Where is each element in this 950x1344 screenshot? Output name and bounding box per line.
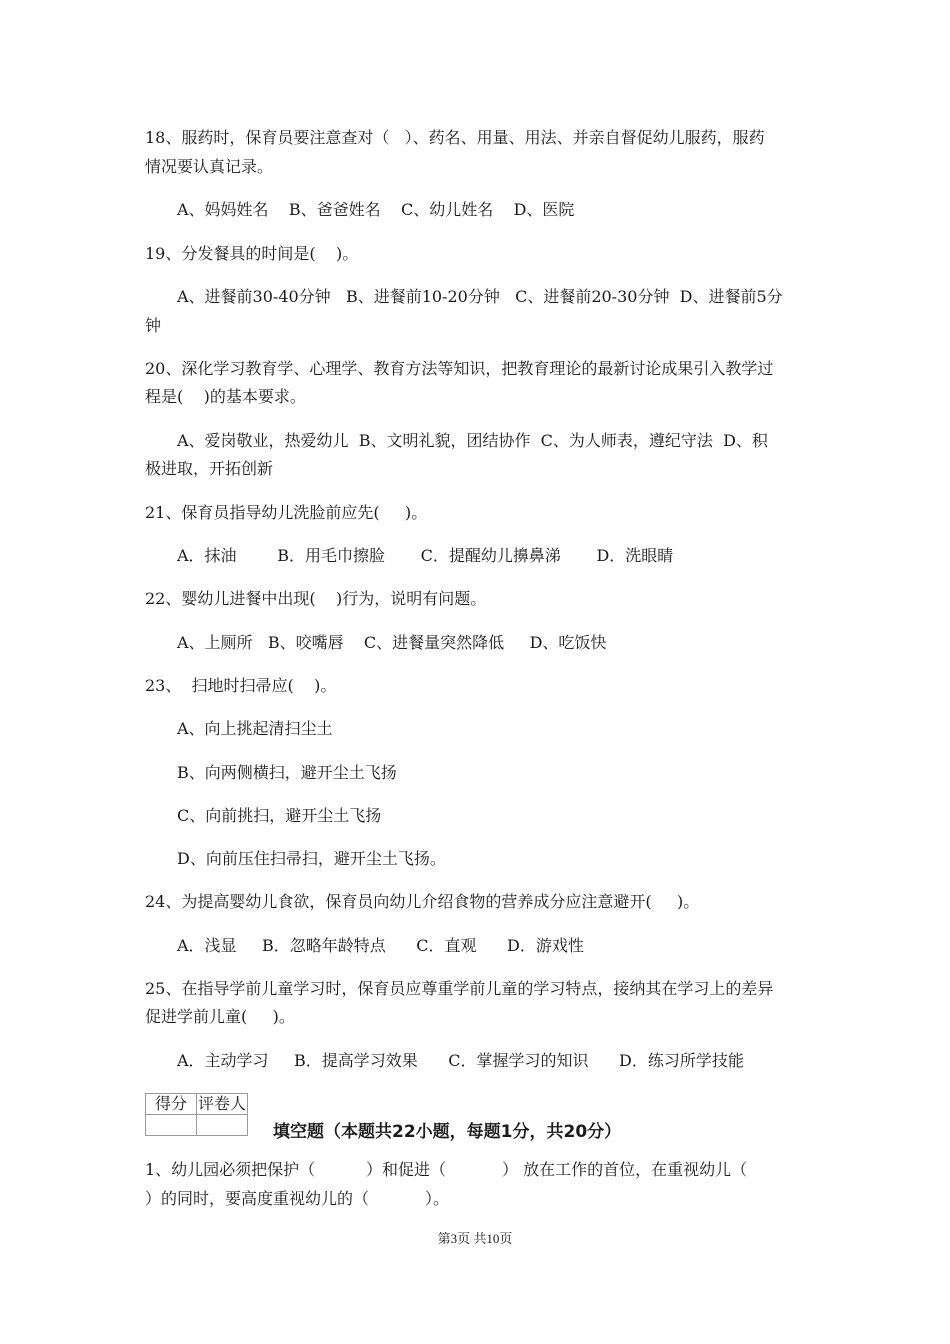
question-25-text-cont: 促进学前儿童( )。 xyxy=(145,1007,295,1026)
section-title: 填空题（本题共22小题，每题1分，共20分） xyxy=(273,1122,622,1142)
question-19-text: 19、分发餐具的时间是( )。 xyxy=(145,244,359,263)
grader-cell xyxy=(197,1115,248,1136)
question-23-option-d: D、向前压住扫帚扫，避开尘土飞扬。 xyxy=(177,849,446,868)
question-21-options: A．抹油 B．用毛巾擦脸 C．提醒幼儿擤鼻涕 D．洗眼睛 xyxy=(177,546,674,565)
question-20-text: 20、深化学习教育学、心理学、教育方法等知识，把教育理论的最新讨论成果引入教学过 xyxy=(145,359,774,378)
score-cell xyxy=(146,1115,197,1136)
question-18-text: 18、服药时，保育员要注意查对（ ）、药名、用量、用法、并亲自督促幼儿服药，服药 xyxy=(145,128,765,147)
score-table xyxy=(145,1093,248,1136)
question-18-text-cont: 情况要认真记录。 xyxy=(145,157,274,176)
fill-question-1-text: 1、幼儿园必须把保护（ ）和促进（ ） 放在工作的首位，在重视幼儿（ xyxy=(145,1160,748,1179)
question-23-option-a: A、向上挑起清扫尘土 xyxy=(177,719,333,738)
question-24-text: 24、为提高婴幼儿食欲，保育员向幼儿介绍食物的营养成分应注意避开( )。 xyxy=(145,892,700,911)
question-25-text: 25、在指导学前儿童学习时，保育员应尊重学前儿童的学习特点，接纳其在学习上的差异 xyxy=(145,979,774,998)
grader-header: 评卷人 xyxy=(197,1094,246,1113)
page-footer: 第3页 共10页 xyxy=(437,1231,513,1246)
question-23-text: 23、 扫地时扫帚应( )。 xyxy=(145,676,337,695)
question-25-options: A．主动学习 B．提高学习效果 C．掌握学习的知识 D．练习所学技能 xyxy=(177,1051,744,1070)
question-24-options: A．浅显 B．忽略年龄特点 C．直观 D．游戏性 xyxy=(177,936,584,955)
question-21-text: 21、保育员指导幼儿洗脸前应先( )。 xyxy=(145,503,428,522)
question-19-options-cont: 钟 xyxy=(145,316,162,335)
question-20-text-cont: 程是( )的基本要求。 xyxy=(145,387,306,406)
question-18-options: A、妈妈姓名 B、爸爸姓名 C、幼儿姓名 D、医院 xyxy=(177,200,575,219)
question-20-options-cont: 极进取，开拓创新 xyxy=(145,459,274,478)
question-22-options: A、上厕所 B、咬嘴唇 C、进餐量突然降低 D、吃饭快 xyxy=(177,633,607,652)
question-23-option-c: C、向前挑扫，避开尘土飞扬 xyxy=(177,806,382,825)
fill-question-1-text-cont: ）的同时，要高度重视幼儿的（ ）。 xyxy=(145,1189,449,1208)
question-23-option-b: B、向两侧横扫，避开尘土飞扬 xyxy=(177,763,397,782)
score-header: 得分 xyxy=(146,1094,197,1115)
question-20-options: A、爱岗敬业，热爱幼儿 B、文明礼貌，团结协作 C、为人师表，遵纪守法 D、积 xyxy=(177,431,768,450)
question-22-text: 22、婴幼儿进餐中出现( )行为，说明有问题。 xyxy=(145,589,487,608)
question-19-options: A、进餐前30-40分钟 B、进餐前10-20分钟 C、进餐前20-30分钟 D、进餐前5分 xyxy=(177,287,783,306)
